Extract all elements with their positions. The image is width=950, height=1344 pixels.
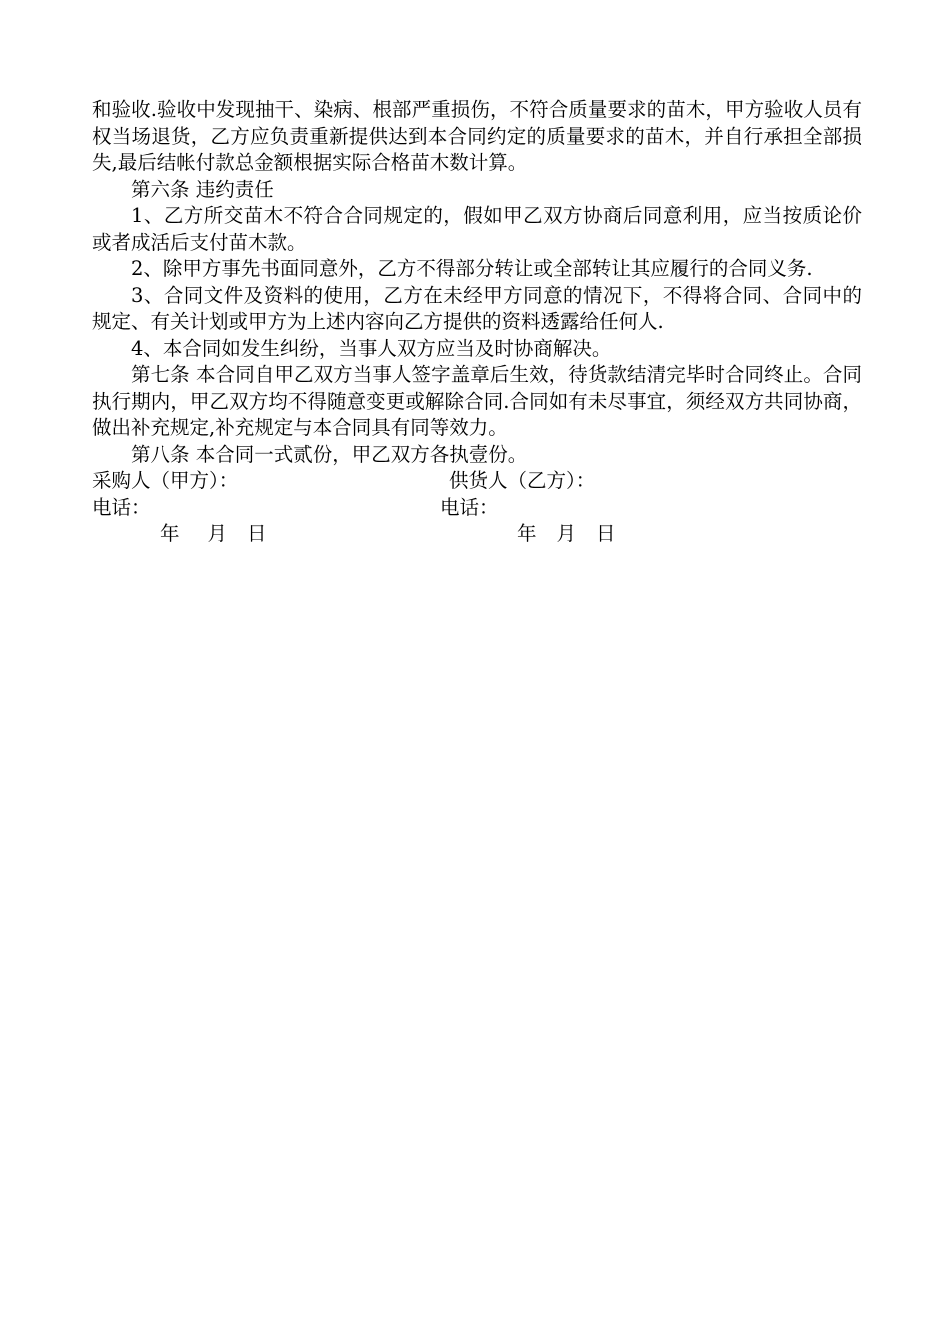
buyer-date <box>160 521 267 548</box>
buyer-date-month: 月 <box>207 522 228 545</box>
supplier-phone-label: 电话： <box>440 495 499 519</box>
signature-phone-row <box>92 495 862 522</box>
supplier-date <box>517 521 616 548</box>
article-six-heading: 第六条 违约责任 <box>131 177 274 201</box>
supplier-label: 供货人（乙方）： <box>449 469 596 492</box>
supplier-date-day: 日 <box>596 522 616 545</box>
breach-clause-1: 1、乙方所交苗木不符合合同规定的，假如甲乙双方协商后同意利用，应当按质论价或者成活后支付苗木款。 <box>92 204 862 254</box>
article-eight-paragraph: 第八条 本合同一式贰份，甲乙双方各执壹份。 <box>131 442 528 466</box>
signature-party-row <box>92 468 862 495</box>
breach-clause-4: 4、本合同如发生纠纷，当事人双方应当及时协商解决。 <box>131 336 612 360</box>
supplier-date-month: 月 <box>556 522 577 545</box>
supplier-date-year: 年 <box>517 522 537 545</box>
article-seven-paragraph: 第七条 本合同自甲乙双方当事人签字盖章后生效，待货款结清完毕时合同终止。合同执行期内，甲乙双方均不得随意变更或解除合同.合同如有未尽事宜，须经双方共同协商，做出补充规定,补充规定与本合同具有同等效力。 <box>92 363 862 439</box>
breach-clause-2: 2、除甲方事先书面同意外，乙方不得部分转让或全部转让其应履行的合同义务. <box>131 257 813 280</box>
acceptance-paragraph: 和验收.验收中发现抽干、染病、根部严重损伤，不符合质量要求的苗木，甲方验收人员有权当场退货，乙方应负责重新提供达到本合同约定的质量要求的苗木，并自行承担全部损失,最后结帐付款总金额根据实际合格苗木数计算。 <box>92 98 862 174</box>
buyer-date-day: 日 <box>247 522 267 545</box>
buyer-phone-label: 电话： <box>92 495 151 519</box>
breach-clause-3: 3、合同文件及资料的使用，乙方在未经甲方同意的情况下，不得将合同、合同中的规定、有关计划或甲方为上述内容向乙方提供的资料透露给任何人. <box>92 283 862 333</box>
buyer-label: 采购人（甲方）： <box>92 469 239 492</box>
contract-body <box>92 97 862 548</box>
signature-date-row <box>92 521 862 548</box>
buyer-date-year: 年 <box>160 522 180 545</box>
